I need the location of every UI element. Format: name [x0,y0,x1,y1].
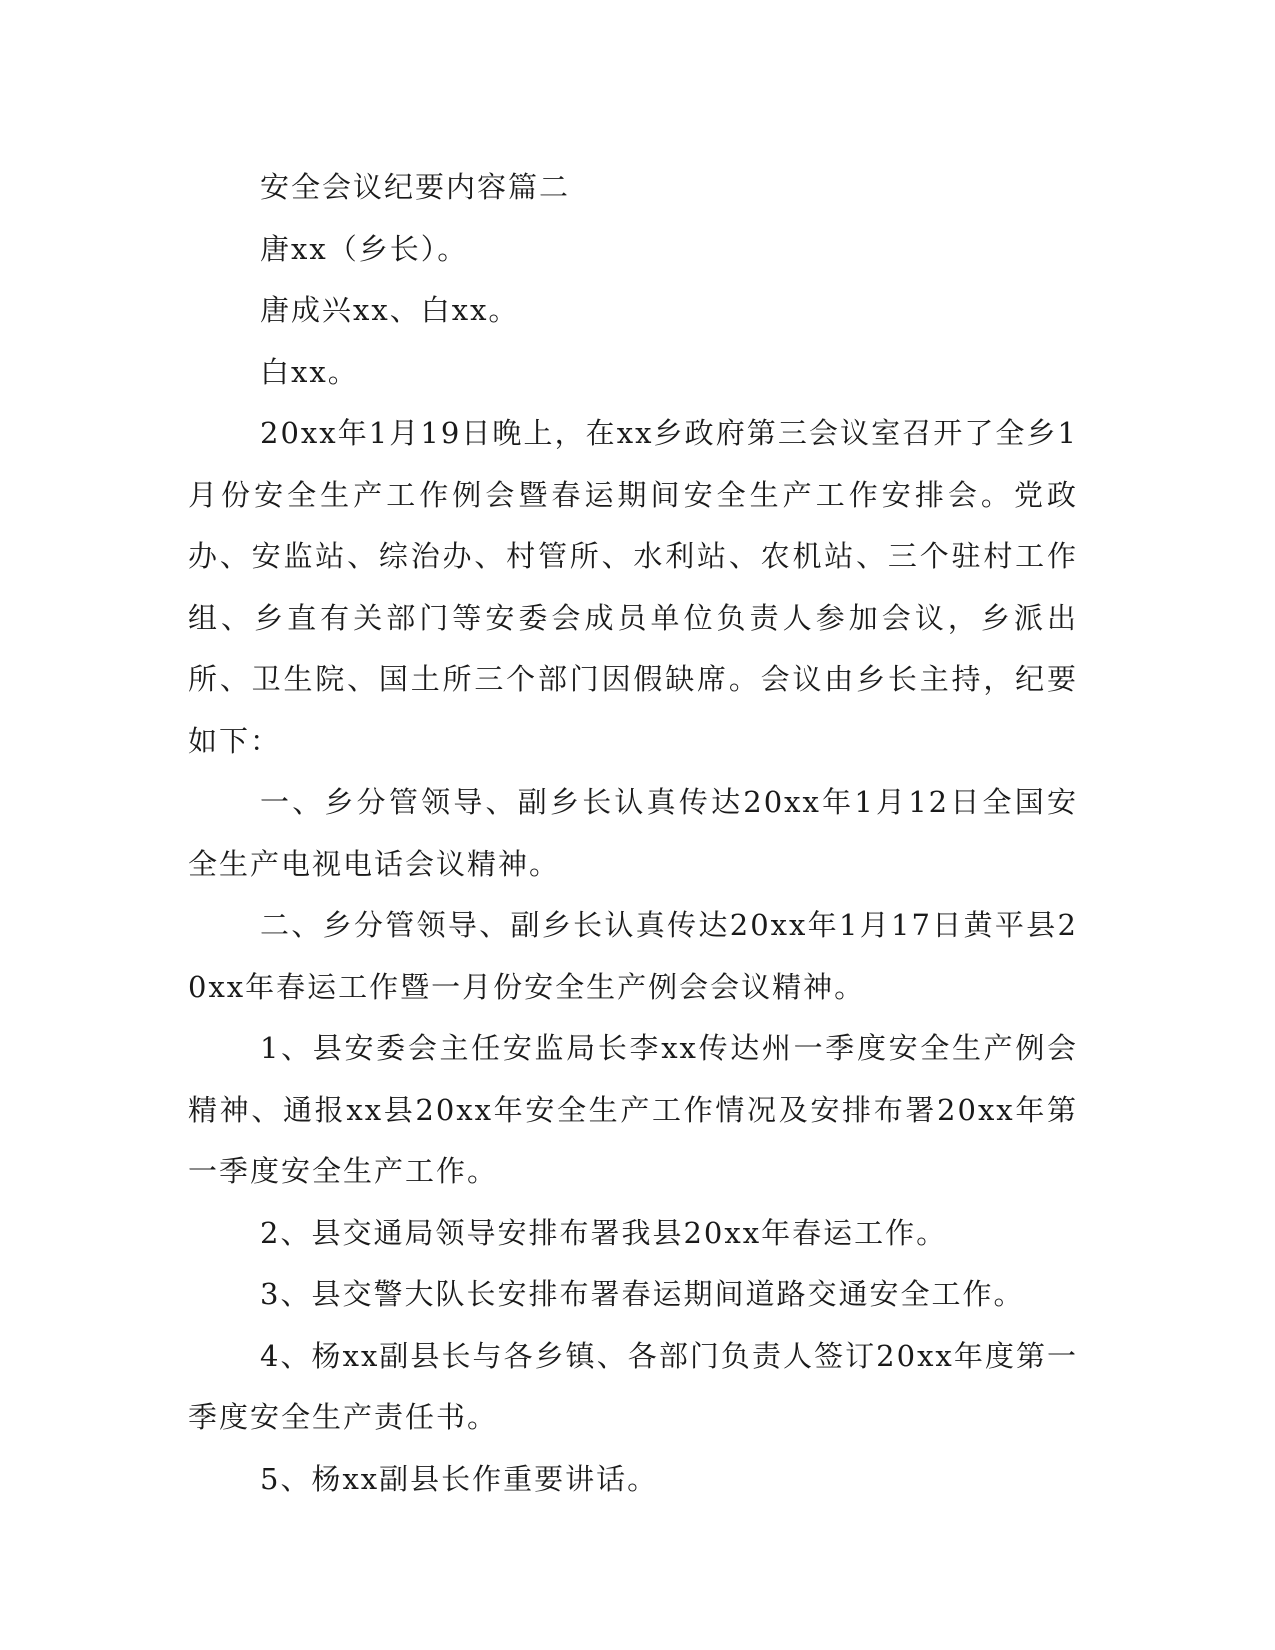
paragraph-subitem-1: 1、县安委会主任安监局长李xx传达州一季度安全生产例会精神、通报xx县20xx年安全生产工作情况及安排布署20xx年第一季度安全生产工作。 [188,1031,1078,1188]
paragraph-host: 唐xx（乡长）。 [260,231,469,266]
document-body [188,157,1078,1510]
paragraph-meeting-overview: 20xx年1月19日晚上，在xx乡政府第三会议室召开了全乡1月份安全生产工作例会暨春运期间安全生产工作安排会。党政办、安监站、综治办、村管所、水利站、农机站、三个驻村工作组、乡直有关部门等安委会成员单位负责人参加会议，乡派出所、卫生院、国土所三个部门因假缺席。会议由乡长主持，纪要如下： [188,416,1078,758]
paragraph-attendees: 唐成兴xx、白xx。 [260,293,520,327]
paragraph-item-2: 二、乡分管领导、副乡长认真传达20xx年1月17日黄平县20xx年春运工作暨一月份安全生产例会会议精神。 [188,908,1078,1004]
document-heading: 安全会议纪要内容篇二 [260,170,571,204]
paragraph-subitem-3: 3、县交警大队长安排布署春运期间道路交通安全工作。 [260,1277,1025,1311]
paragraph-recorder: 白xx。 [260,354,359,389]
paragraph-subitem-4: 4、杨xx副县长与各乡镇、各部门负责人签订20xx年度第一季度安全生产责任书。 [188,1338,1078,1434]
paragraph-subitem-2: 2、县交通局领导安排布署我县20xx年春运工作。 [260,1215,948,1250]
paragraph-item-1: 一、乡分管领导、副乡长认真传达20xx年1月12日全国安全生产电视电话会议精神。 [188,785,1078,881]
paragraph-subitem-5: 5、杨xx副县长作重要讲话。 [260,1461,659,1496]
